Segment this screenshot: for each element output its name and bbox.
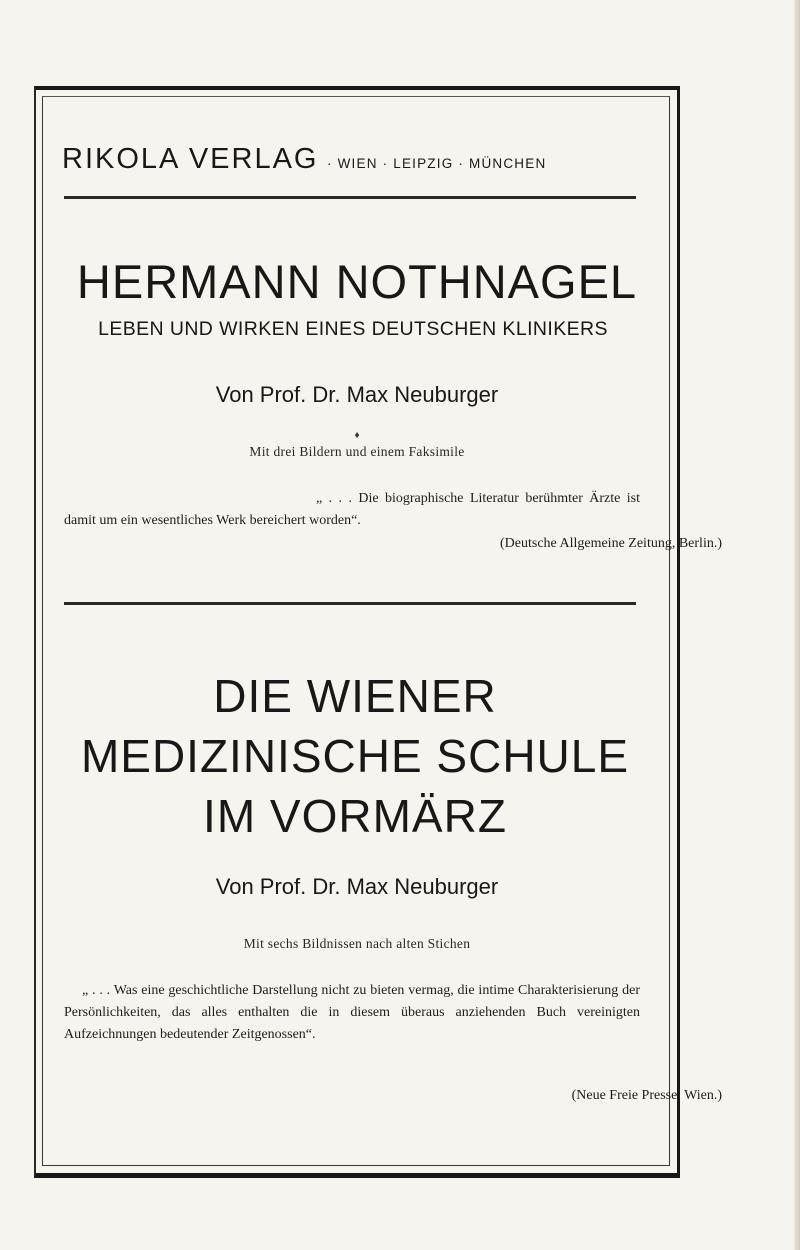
page-edge	[794, 0, 800, 1250]
book1-illustrations: Mit drei Bildern und einem Faksimile	[249, 444, 465, 459]
publisher-cities: · WIEN · LEIPZIG · MÜNCHEN	[326, 156, 547, 171]
book2-title	[40, 666, 670, 846]
book2-review-source: (Neue Freie Presse, Wien.)	[571, 1088, 722, 1103]
book1-review-source: (Deutsche Allgemeine Zeitung, Berlin.)	[500, 536, 722, 551]
book2-title-line1: DIE WIENER	[213, 670, 497, 722]
book2-title-line3: IM VORMÄRZ	[203, 790, 507, 842]
book2-illustrations: Mit sechs Bildnissen nach alten Stichen	[243, 936, 471, 951]
ornament-icon: ♦	[354, 430, 360, 441]
book2-title-line2: MEDIZINISCHE SCHULE	[80, 730, 630, 782]
book2-review-quote: „ . . . Was eine geschichtliche Darstellung nicht zu bieten vermag, die intime Charakterisierung der Persönlichkeiten, das alles enthalten die in diesem überaus anziehenden Buch vereinigten Aufzeichnungen bedeutender Zeitgenossen“.	[64, 983, 640, 1042]
publisher-header	[62, 143, 662, 176]
section-divider	[64, 602, 636, 605]
header-divider	[64, 196, 636, 199]
publisher-name: RIKOLA VERLAG	[62, 143, 319, 175]
book2-author: Von Prof. Dr. Max Neuburger	[215, 874, 499, 899]
book1-review-quote: „ . . . Die biographische Literatur berühmter Ärzte ist damit um ein wesentliches Werk bereichert worden“.	[64, 491, 640, 528]
book1-author: Von Prof. Dr. Max Neuburger	[215, 382, 499, 407]
book1-title: HERMANN NOTHNAGEL	[76, 255, 638, 308]
book1-subtitle: LEBEN UND WIRKEN EINES DEUTSCHEN KLINIKERS	[98, 318, 608, 340]
